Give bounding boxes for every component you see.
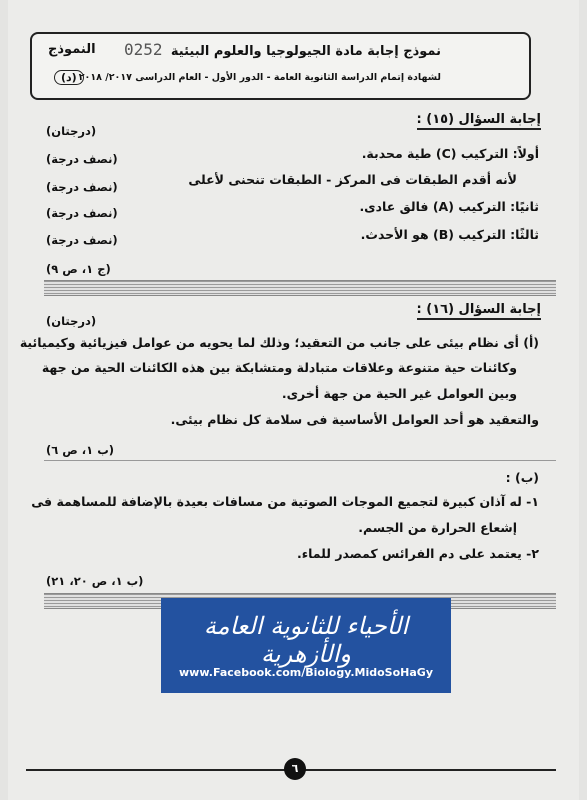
exam-title: نموذج إجابة مادة الجيولوجيا والعلوم البيئية xyxy=(170,44,441,59)
q16-a-line-3: وبين العوامل غير الحية من جهة أخرى. xyxy=(281,386,517,401)
exam-subtitle: لشهادة إتمام الدراسة الثانوية العامة - الدور الأول - العام الدراسى ٢٠١٧/ ٢٠١٨ xyxy=(78,72,441,83)
q15-mark-3: (نصف درجة) xyxy=(46,206,118,220)
watermark-banner xyxy=(161,598,451,693)
q15-total-marks: (درجتان) xyxy=(46,124,97,138)
q16-b-line-1: ١- له آذان كبيرة لتجميع الموجات الصوتية من مسافات بعيدة بالإضافة للمساهمة فى xyxy=(31,494,539,509)
q16-heading xyxy=(417,302,541,317)
q15-line-4: ثالثًا: التركيب (B) هو الأحدث. xyxy=(360,227,539,242)
exam-code: 0252 xyxy=(124,40,163,59)
q15-reference: (ج ١، ص ٩) xyxy=(46,262,111,276)
banner-url: www.Facebook.com/Biology.MidoSoHaGy xyxy=(179,666,433,679)
q16-b-line-2: إشعاع الحرارة من الجسم. xyxy=(358,520,517,535)
q16-total-marks: (درجتان) xyxy=(46,314,97,328)
q15-heading-text: إجابة السؤال (١٥) : xyxy=(416,112,541,127)
q16-a-reference: (ب ١، ص ٦) xyxy=(46,443,115,457)
q15-mark-1: (نصف درجة) xyxy=(46,152,118,166)
q16-a-line-4: والتعقيد هو أحد العوامل الأساسية فى سلامة كل نظام بيئى. xyxy=(170,412,539,427)
section-divider xyxy=(44,280,556,296)
q15-line-2: لأنه أقدم الطبقات فى المركز - الطبقات تنحنى لأعلى xyxy=(188,172,517,187)
model-label: النموذج xyxy=(48,42,96,57)
q15-line-3: ثانيًا: التركيب (A) فالق عادى. xyxy=(359,199,539,214)
q16-heading-text: إجابة السؤال (١٦) : xyxy=(416,302,541,317)
banner-title: الأحياء للثانوية العامة والأزهرية xyxy=(203,612,409,668)
dotted-divider xyxy=(44,460,556,461)
q16-a-line-2: وكائنات حية متنوعة وعلاقات متبادلة ومتشابكة بين هذه الكائنات الحية من جهة xyxy=(41,360,517,375)
q16-b-reference: (ب ١، ص ٢٠، ٢١) xyxy=(46,574,144,588)
model-number: (د) xyxy=(54,70,84,85)
q15-mark-2: (نصف درجة) xyxy=(46,180,118,194)
q16-b-line-3: ٢- يعتمد على دم الفرائس كمصدر للماء. xyxy=(296,546,539,561)
q15-line-1: أولاً: التركيب (C) طية محدبة. xyxy=(361,146,539,161)
page-number: ٦ xyxy=(284,758,306,780)
q15-mark-4: (نصف درجة) xyxy=(46,233,118,247)
q15-heading xyxy=(417,112,541,127)
q16-b-label: (ب) : xyxy=(505,470,539,485)
header-box xyxy=(30,32,531,100)
q16-a-line-1: (أ) أى نظام بيئى على جانب من التعقيد؛ وذلك لما يحويه من عوامل فيزيائية وكيميائية xyxy=(19,335,539,350)
